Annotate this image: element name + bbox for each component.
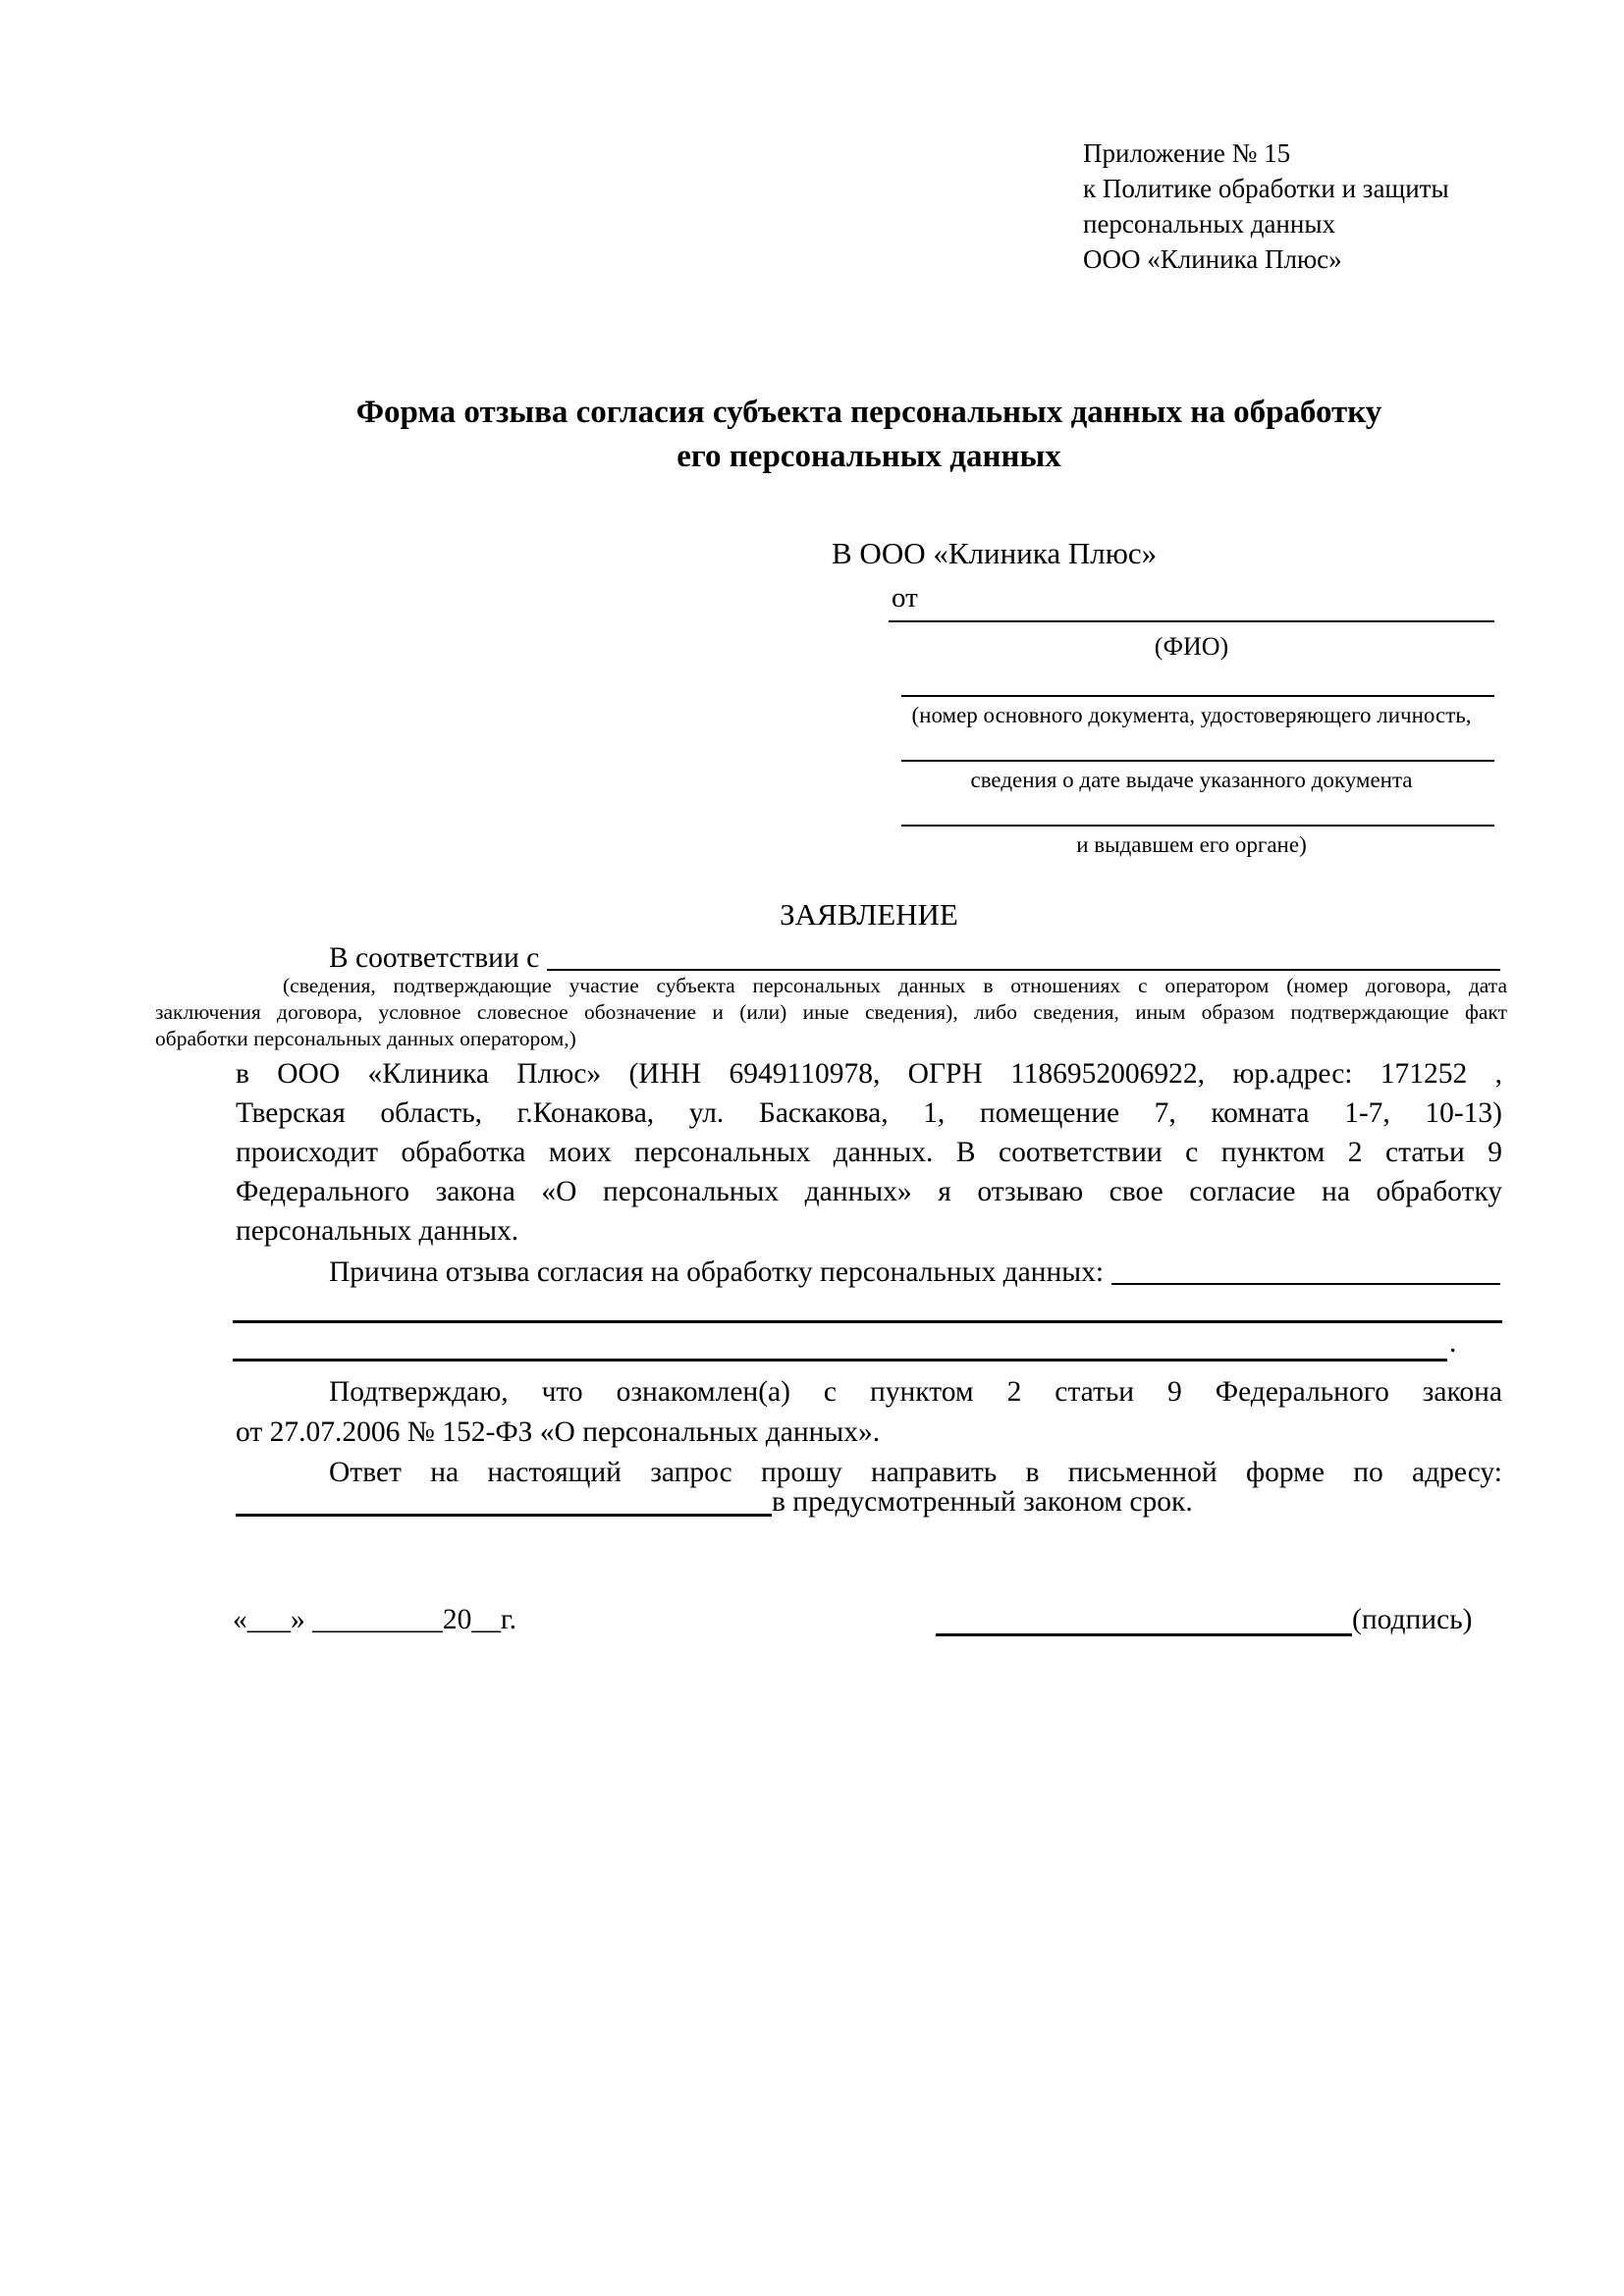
reply-request-line: Ответ на настоящий запрос прошу направить в письменной форме по адресу: (329, 1457, 1502, 1488)
reply-address-line (236, 1482, 1193, 1522)
statement-body-line-3: происходит обработка моих персональных данных. В соответствии с пунктом 2 статьи 9 (236, 1137, 1502, 1168)
addressee-organization: В ООО «Клиника Плюс» (832, 536, 1158, 570)
reply-address-blank-line (236, 1482, 772, 1517)
statement-body-line-5: персональных данных. (236, 1215, 519, 1247)
statement-body-line-4: Федерального закона «О персональных данных» я отзываю свое согласие на обработку (236, 1176, 1502, 1207)
signature-line (936, 1600, 1352, 1636)
signature-caption: (подпись) (1352, 1604, 1473, 1635)
fine-print (155, 973, 1507, 1052)
date-blank: «___» _________20__г. (233, 1604, 517, 1635)
field-line-issuing-authority (901, 785, 1494, 827)
reason-blank-line-3 (233, 1327, 1456, 1362)
field-caption-issue-date: сведения о дате выдаче указанного документа (970, 768, 1413, 792)
reason-label: Причина отзыва согласия на обработку персональных данных: (329, 1256, 1105, 1288)
addressee-from-label: от (892, 582, 918, 614)
header-note-line-4: ООО «Клиника Плюс» (1083, 244, 1342, 274)
confirmation-paragraph (236, 1372, 1502, 1453)
statement-body (236, 1054, 1502, 1251)
intro-line (329, 938, 1500, 978)
reason-blank-line-3-rule (233, 1327, 1447, 1362)
confirmation-line-2: от 27.07.2006 № 152-ФЗ «О персональных данных». (236, 1416, 881, 1448)
field-line-id-document (901, 656, 1494, 697)
header-note-line-2: к Политике обработки и защиты (1083, 174, 1449, 203)
fine-print-line-2: заключения договора, условное словесное обозначение и (или) иные сведения), либо сведения, иным образом подтверждающие факт (155, 1000, 1507, 1024)
statement-body-line-1: в ООО «Клиника Плюс» (ИНН 6949110978, ОГРН 1186952006922, юр.адрес: 171252 , (236, 1058, 1502, 1090)
reply-suffix: в предусмотренный законом срок. (772, 1486, 1193, 1518)
header-note-line-3: персональных данных (1083, 209, 1335, 239)
signature-block (936, 1600, 1472, 1639)
statement-heading: ЗАЯВЛЕНИЕ (780, 897, 958, 932)
document-title-line-2: его персональных данных (677, 439, 1061, 474)
period-after-blank: . (1449, 1327, 1457, 1359)
fine-print-line-3: обработки персональных данных оператором,) (155, 1027, 576, 1050)
fine-print-line-1: (сведения, подтверждающие участие субъекта персональных данных в отношениях с оператором (номер договора, дата (283, 974, 1507, 997)
header-note-line-1: Приложение № 15 (1083, 138, 1291, 168)
intro-prefix: В соответствии с (329, 942, 540, 974)
intro-blank-line (547, 938, 1500, 971)
field-caption-fio: (ФИО) (1154, 632, 1229, 661)
header-note (1083, 135, 1449, 277)
document-title-line-1: Форма отзыва согласия субъекта персональных данных на обработку (355, 395, 1382, 430)
field-line-fio (889, 581, 1494, 622)
document-title (236, 391, 1502, 479)
field-caption-id-document: (номер основного документа, удостоверяющего личность, (911, 703, 1472, 727)
statement-body-line-2: Тверская область, г.Конакова, ул. Баскакова, 1, помещение 7, комната 1-7, 10-13) (236, 1097, 1502, 1129)
confirmation-line-1: Подтверждаю, что ознакомлен(а) с пунктом 2 статьи 9 Федерального закона (329, 1376, 1502, 1408)
field-line-issue-date (901, 721, 1494, 762)
reason-blank-line-2 (233, 1281, 1502, 1323)
field-caption-issuing-authority: и выдавшем его органе) (1076, 832, 1307, 857)
